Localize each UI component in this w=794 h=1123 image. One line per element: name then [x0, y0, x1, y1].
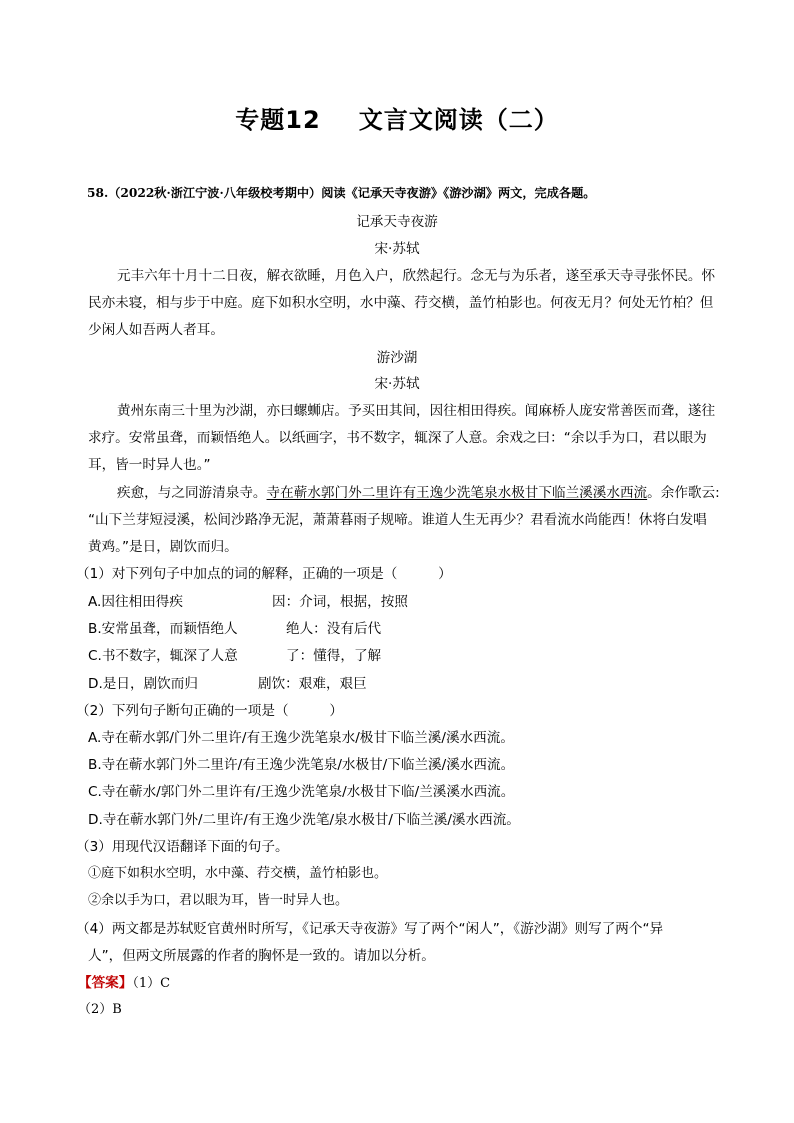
text2-paragraph2-first-line: [117, 483, 720, 503]
q2-option-a: A.寺在蕲水郭/门外二里许/有王逸少洗笔泉水/极甘下临兰溪/溪水西流。: [88, 730, 514, 746]
q1-option-a-meaning: 因：介词，根据，按照: [272, 594, 408, 610]
text2-author: 宋·苏轼: [374, 376, 420, 392]
q2-option-c: C.寺在蕲水/郭门外二里许有/王逸少洗笔泉/水极甘下临/兰溪溪水西流。: [88, 784, 515, 800]
title-topic-number: 专题12: [235, 106, 321, 134]
q3-item-1: ①庭下如积水空明，水中藻、荇交横，盖竹柏影也。: [88, 866, 388, 881]
text2-line: 黄州东南三十里为沙湖，亦曰螺蛳店。予买田其间，因往相田得疾。闻麻桥人庞安常善医而聋，遂往: [117, 403, 716, 419]
q3-stem: （3）用现代汉语翻译下面的句子。: [76, 839, 289, 855]
q1-option-b-meaning: 绝人：没有后代: [286, 621, 382, 637]
q2-option-d: D.寺在蕲水郭门外/二里许/有王逸少洗笔/泉水极甘/下临兰溪/溪水西流。: [88, 812, 520, 828]
answer-line-1: [78, 973, 170, 994]
text2-p2-end: 。余作歌云:: [647, 485, 720, 501]
text1-title: 记承天寺夜游: [356, 214, 438, 230]
option-sentence: A.因往相田得疾: [88, 594, 183, 610]
q1-option-c-meaning: 了：懂得，了解: [286, 648, 382, 664]
text2-line: 耳，皆一时异人也。”: [88, 457, 211, 473]
text1-line: 元丰六年十月十二日夜，解衣欲睡，月色入户，欣然起行。念无与为乐者，遂至承天寺寻张怀民。怀: [117, 268, 716, 284]
q2-stem: （2）下列句子断句正确的一项是（ ）: [76, 703, 343, 719]
q4-line-1: （4）两文都是苏轼贬官黄州时所写，《记承天寺夜游》写了两个“闲人”，《游沙湖》则写了两个“异: [76, 921, 664, 937]
text2-title: 游沙湖: [376, 350, 418, 366]
question-header: 58.（2022秋·浙江宁波·八年级校考期中）阅读《记承天寺夜游》《游沙湖》两文，完成各题。: [87, 186, 596, 200]
answer-1: （1）C: [132, 976, 171, 991]
answer-label: 【答案】: [78, 975, 133, 991]
q1-option-a: [88, 592, 183, 612]
q1-option-d: D.是日，剧饮而归: [88, 676, 198, 692]
q2-option-b: B.寺在蕲水郭门外二里许/有王逸少洗笔泉/水极甘/下临兰溪/溪水西流。: [88, 757, 515, 773]
q1-option-d-meaning: 剧饮：艰难，艰巨: [258, 676, 367, 692]
text1-author: 宋·苏轼: [374, 241, 420, 257]
title-topic-name: 文言文阅读（二）: [358, 106, 559, 134]
text2-p2-start: 疾愈，与之同游清泉寺。: [117, 485, 267, 501]
text2-line: 黄鸡。”是日，剧饮而归。: [88, 539, 238, 555]
underlined-sentence: 寺在蕲水郭门外二里许有王逸少洗笔泉水极甘下临兰溪溪水西流: [266, 485, 648, 501]
answer-2: （2）B: [78, 1002, 122, 1017]
q1-option-b: B.安常虽聋，而颖悟绝人: [88, 621, 238, 637]
q4-line-2: 人”，但两文所展露的作者的胸怀是一致的。请加以分析。: [88, 948, 435, 964]
text2-line: 求疗。安常虽聋，而颖悟绝人。以纸画字，书不数字，辄深了人意。余戏之曰：“余以手为口，君以眼为: [88, 430, 707, 446]
q1-stem: （1）对下列句子中加点的词的解释，正确的一项是（ ）: [76, 566, 452, 582]
text1-line: 民亦未寝，相与步于中庭。庭下如积水空明，水中藻、荇交横，盖竹柏影也。何夜无月？何处无竹柏？但: [88, 295, 714, 311]
q1-option-c: C.书不数字，辄深了人意: [88, 648, 238, 664]
text1-line: 少闲人如吾两人者耳。: [88, 322, 224, 338]
text2-line: “山下兰芽短浸溪，松间沙路净无泥，萧萧暮雨子规啼。谁道人生无再少？君看流水尚能西！休将白发唱: [88, 512, 707, 528]
page-title: [0, 100, 794, 135]
q3-item-2: ②余以手为口，君以眼为耳，皆一时异人也。: [88, 893, 349, 908]
